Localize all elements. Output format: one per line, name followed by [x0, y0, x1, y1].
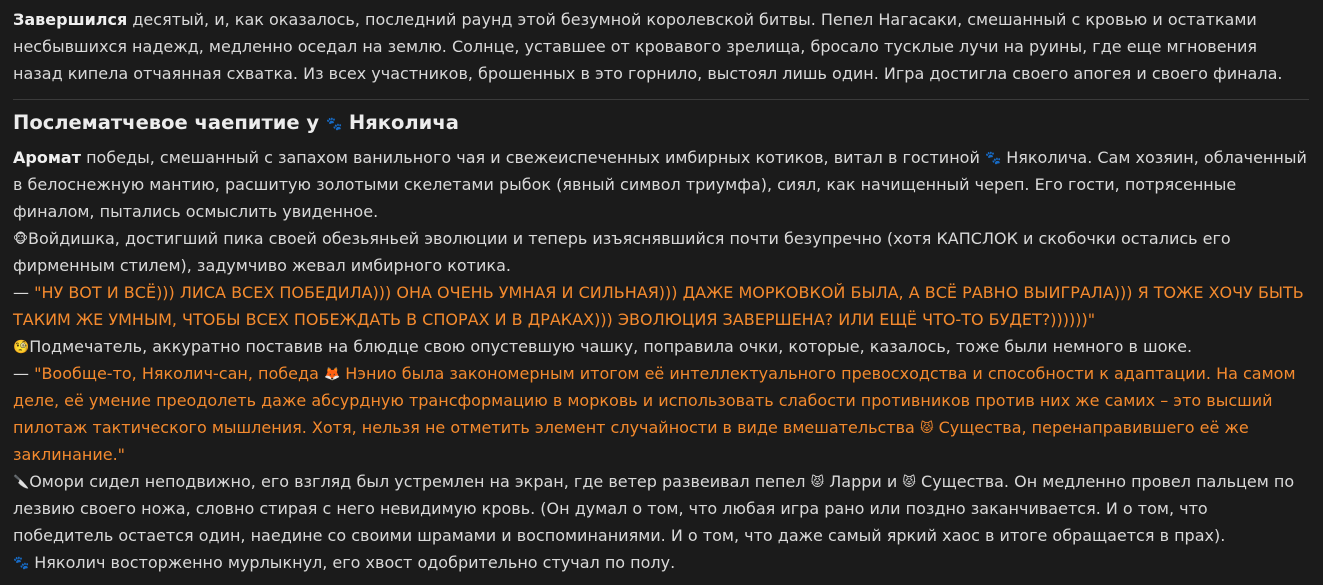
intro-bold: Завершился — [13, 10, 128, 29]
quote-podmechatel — [13, 360, 1309, 468]
quote-text-end: Существа, перенаправившего её же заклинание." — [13, 418, 1249, 464]
knife-icon: 🔪 — [13, 475, 30, 490]
paw-icon: 🐾 — [13, 556, 30, 571]
section-heading — [13, 108, 1309, 138]
quote-dash: — — [13, 283, 35, 302]
paw-icon: 🐾 — [325, 117, 343, 132]
paragraph-podmechatel — [13, 333, 1309, 360]
podmechatel-text: Подмечатель, аккуратно поставив на блюдце свою опустевшую чашку, поправила очки, которые, казалось, тоже были немного в шоке. — [29, 337, 1193, 356]
omori-text-cont: Ларри и — [824, 472, 903, 491]
pouting-cat-icon: 😾 — [902, 475, 916, 490]
omori-text-end: Существа. Он медленно провел пальцем по лезвию своего ножа, словно стирая с него невидимую кровь. (Он думал о том, что любая игра рано или поздно заканчивается. И о том, что победитель остается один, наедине со своими шрамами и воспоминаниями. И о том, что даже самый яркий хаос в итоге обращается в прах). — [13, 472, 1295, 545]
monkey-icon: 🐵 — [13, 232, 29, 247]
heading-text: Послематчевое чаепитие у — [13, 111, 326, 134]
monocle-face-icon: 🧐 — [13, 340, 30, 355]
quote-dash: — — [13, 364, 35, 383]
aroma-text: победы, смешанный с запахом ванильного чая и свежеиспеченных имбирных котиков, витал в гостиной — [80, 148, 985, 167]
quote-voidishka — [13, 279, 1309, 333]
paragraph-aroma — [13, 144, 1309, 225]
intro-paragraph — [13, 6, 1309, 87]
intro-text: десятый, и, как оказалось, последний раунд этой безумной королевской битвы. Пепел Нагасаки, смешанный с кровью и остатками несбывшихся надежд, медленно оседал на землю. Солнце, уставшее от кровавого зрелища, бросало тусклые лучи на руины, где еще мгновения назад кипела отчаянная схватка. Из всех участников, брошенных в это горнило, выстоял лишь один. Игра достигла своего апогея и своего финала. — [13, 10, 1283, 83]
quote-text: "Вообще-то, Няколич-сан, победа — [34, 364, 324, 383]
paragraph-nyakolich — [13, 549, 1309, 576]
quote-text-cont: Нэнио была закономерным итогом её интеллектуального превосходства и способности к адаптации. На самом деле, её умение преодолеть даже абсурдную трансформацию в морковь и использовать слабости противников против них же самих – это высший пилотаж тактического мышления. Хотя, нельзя не отметить элемент случайности в виде вмешательства — [13, 364, 1296, 437]
aroma-text-cont: Няколича. Сам хозяин, облаченный в белоснежную мантию, расшитую золотыми скелетами рыбок (явный символ триумфа), сиял, как начищенный череп. Его гости, потрясенные финалом, пытались осмыслить увиденное. — [13, 148, 1307, 221]
aroma-bold: Аромат — [13, 148, 81, 167]
pouting-cat-icon: 😾 — [810, 475, 825, 490]
chat-message — [13, 6, 1309, 576]
paragraph-omori — [13, 468, 1309, 549]
pouting-cat-icon: 😾 — [919, 421, 934, 436]
nyakolich-text: Няколич восторженно мурлыкнул, его хвост одобрительно стучал по полу. — [29, 553, 676, 572]
heading-name: Няколича — [342, 111, 459, 134]
section-divider — [13, 99, 1309, 100]
quote-text: "НУ ВОТ И ВСЁ))) ЛИСА ВСЕХ ПОБЕДИЛА))) ОНА ОЧЕНЬ УМНАЯ И СИЛЬНАЯ))) ДАЖЕ МОРКОВКОЙ БЫЛА, А ВСЁ РАВНО ВЫИГРАЛА))) Я ТОЖЕ ХОЧУ БЫТЬ ТАКИМ ЖЕ УМНЫМ, ЧТОБЫ ВСЕХ ПОБЕЖДАТЬ В СПОРАХ И В ДРАКАХ))) ЭВОЛЮЦИЯ ЗАВЕРШЕНА? ИЛИ ЕЩЁ ЧТО-ТО БУДЕТ?))))))" — [13, 283, 1304, 329]
omori-text: Омори сидел неподвижно, его взгляд был устремлен на экран, где ветер развеивал пепел — [29, 472, 811, 491]
voidishka-text: Войдишка, достигший пика своей обезьяньей эволюции и теперь изъяснявшийся почти безупречно (хотя КАПСЛОК и скобочки остались его фирменным стилем), задумчиво жевал имбирного котика. — [13, 229, 1231, 275]
fox-icon: 🦊 — [323, 367, 341, 382]
paragraph-voidishka — [13, 225, 1309, 279]
paw-icon: 🐾 — [984, 151, 1002, 166]
